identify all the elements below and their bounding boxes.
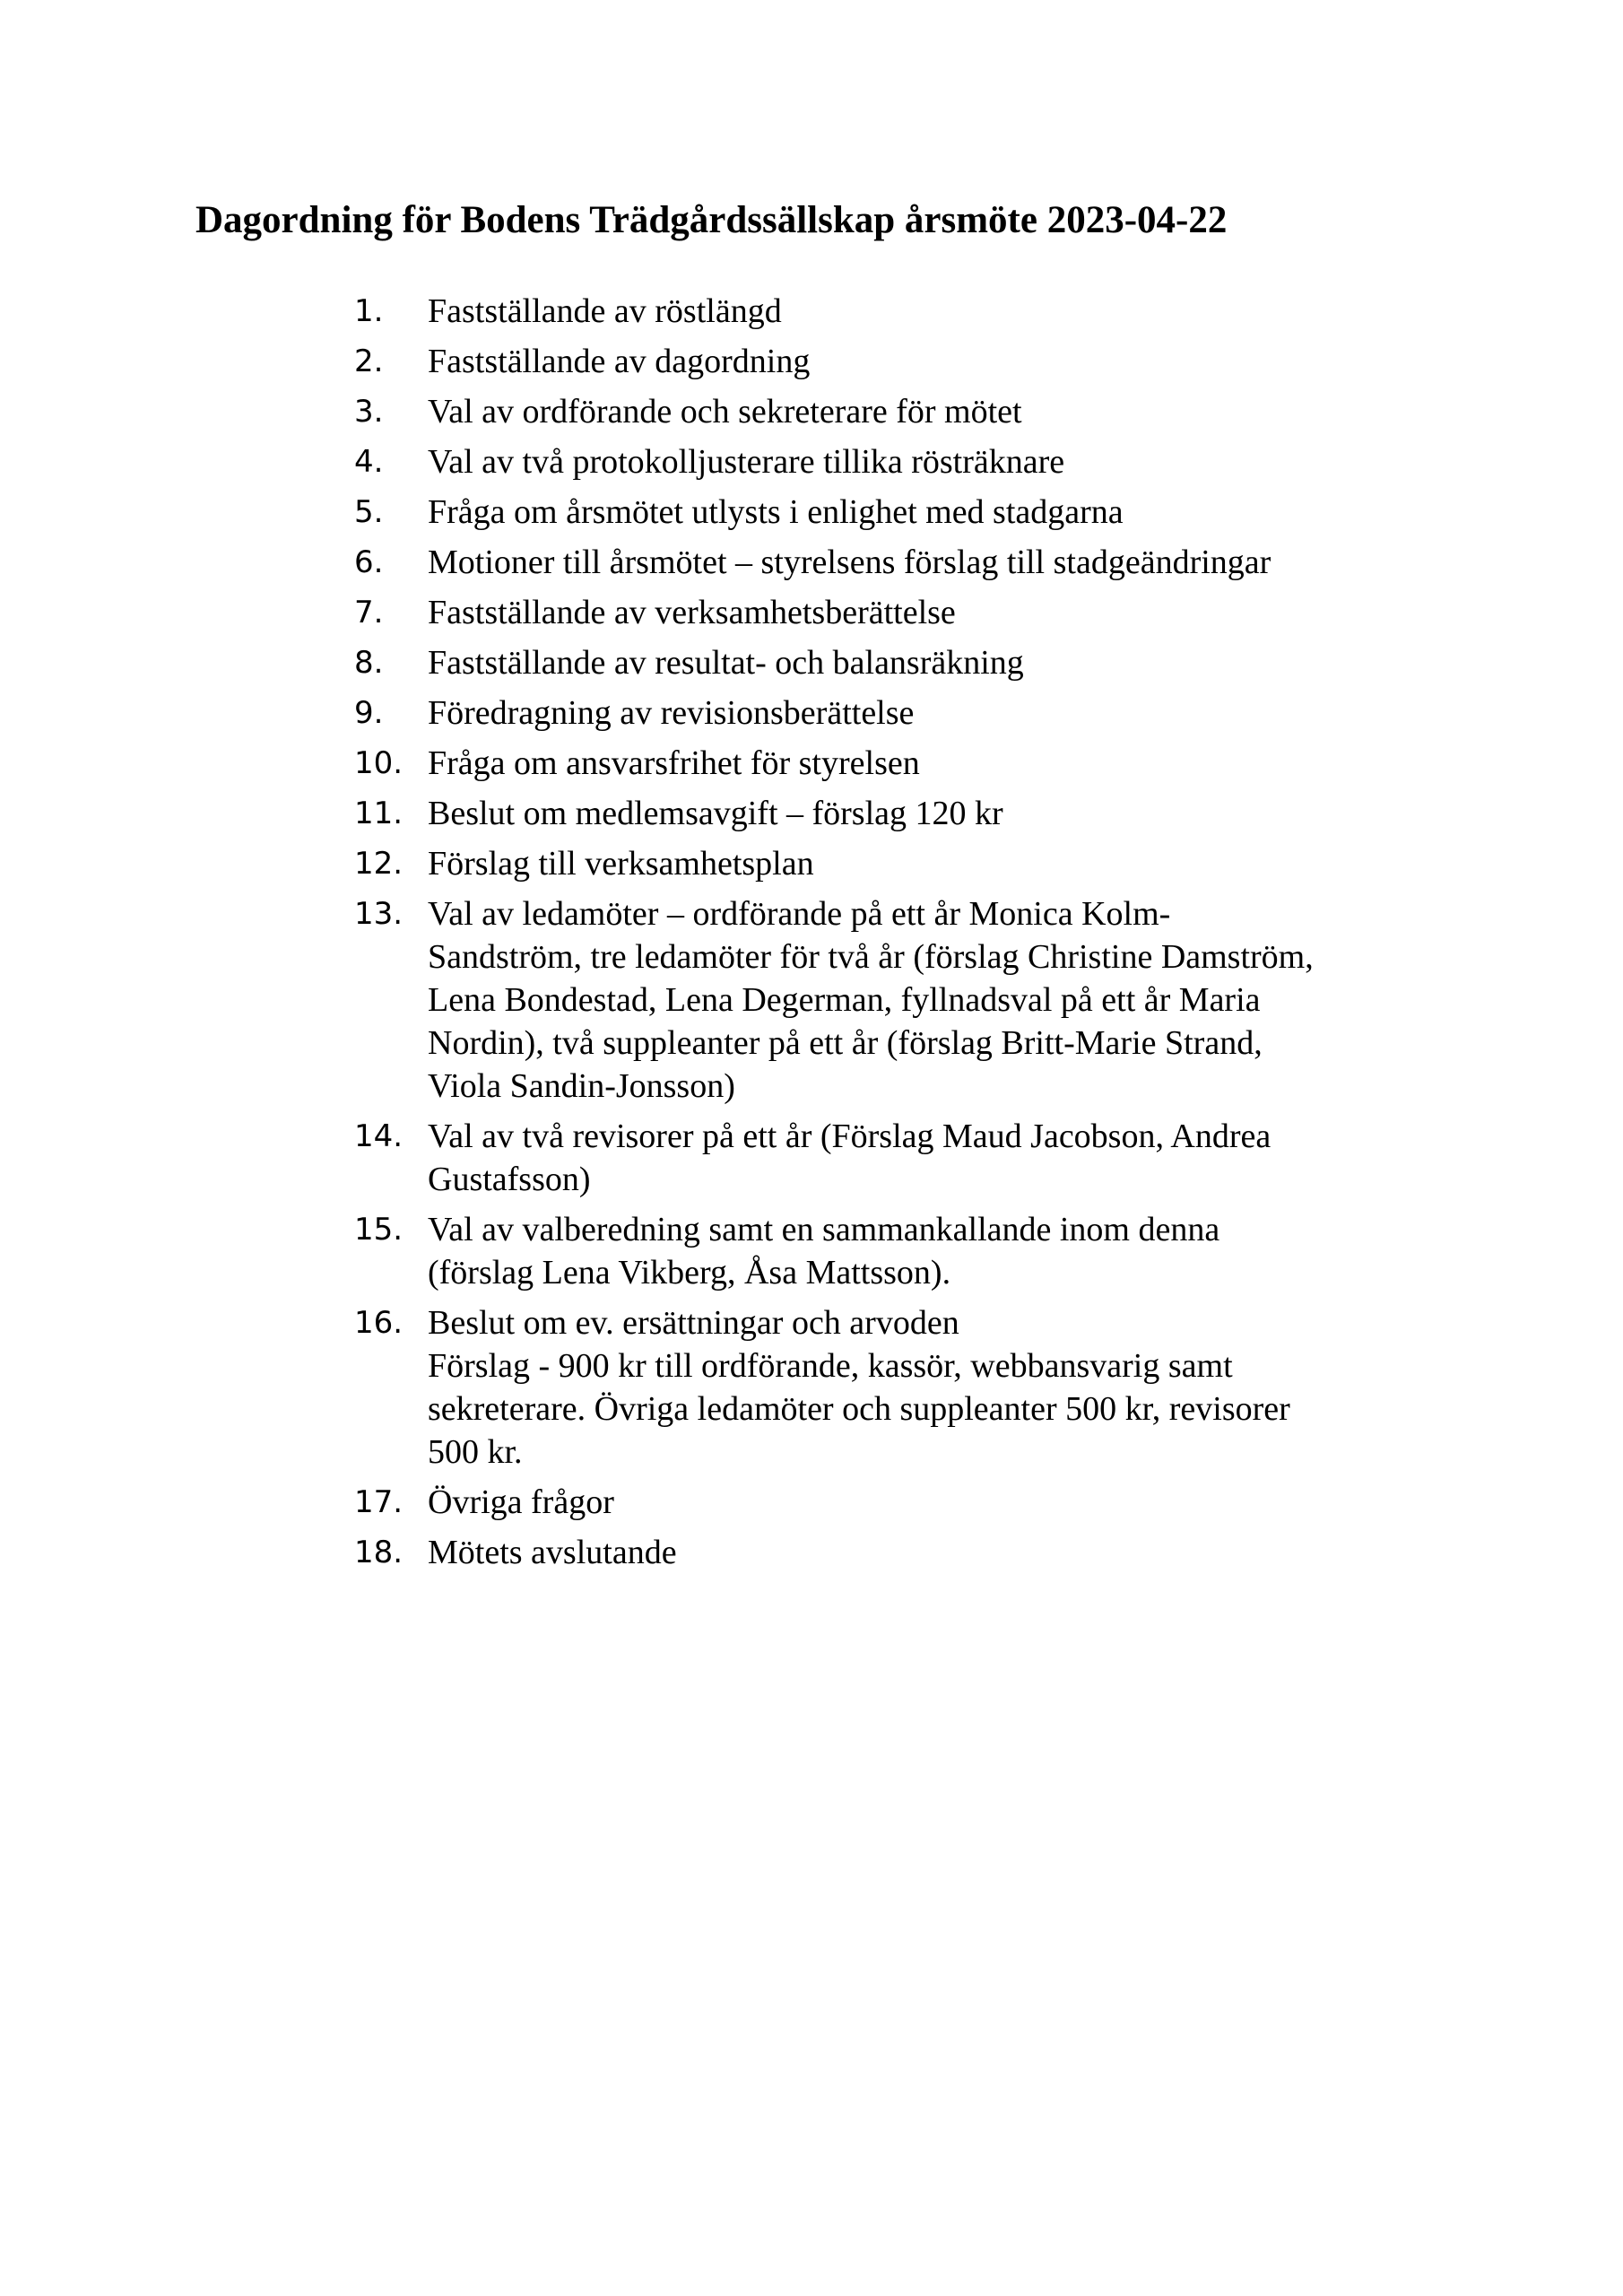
agenda-item (354, 491, 1466, 534)
agenda-item-line: Föredragning av revisionsberättelse (428, 694, 915, 732)
agenda-item-text (428, 591, 1466, 634)
agenda-item-text (428, 892, 1466, 1108)
agenda-item (354, 541, 1466, 584)
agenda-item (354, 1301, 1466, 1474)
agenda-item-line: Nordin), två suppleanter på ett år (förslag Britt-Marie Strand, (428, 1024, 1263, 1062)
agenda-item-text (428, 390, 1466, 433)
agenda-item (354, 1481, 1466, 1524)
agenda-item-line: Fastställande av resultat- och balansräkning (428, 644, 1024, 682)
agenda-item-text (428, 1208, 1466, 1294)
agenda-item-text (428, 842, 1466, 885)
agenda-item-line: Lena Bondestad, Lena Degerman, fyllnadsval på ett år Maria (428, 981, 1261, 1019)
agenda-item-line: (förslag Lena Vikberg, Åsa Mattsson). (428, 1254, 951, 1292)
agenda-item (354, 892, 1466, 1108)
agenda-item-number: 4. (354, 444, 384, 480)
agenda-item-line: Förslag till verksamhetsplan (428, 845, 814, 883)
agenda-item (354, 641, 1466, 684)
agenda-item-text (428, 1531, 1466, 1574)
agenda-item (354, 1531, 1466, 1574)
agenda-item (354, 792, 1466, 835)
agenda-item-number: 9. (354, 695, 384, 731)
agenda-item (354, 440, 1466, 483)
agenda-item-number: 17. (354, 1484, 404, 1520)
agenda-item-text (428, 290, 1466, 333)
agenda-item-text (428, 340, 1466, 383)
agenda-item-line: Val av två revisorer på ett år (Förslag Maud Jacobson, Andrea (428, 1118, 1271, 1155)
agenda-item-text (428, 691, 1466, 735)
agenda-list (354, 290, 1466, 1581)
agenda-item-line: 500 kr. (428, 1433, 523, 1471)
agenda-item-number: 16. (354, 1305, 404, 1341)
agenda-item-line: Gustafsson) (428, 1161, 591, 1198)
agenda-item-number: 8. (354, 645, 384, 681)
agenda-item (354, 340, 1466, 383)
agenda-item (354, 742, 1466, 785)
agenda-item-number: 5. (354, 494, 384, 530)
agenda-item-number: 1. (354, 293, 384, 329)
agenda-item-number: 6. (354, 544, 384, 580)
agenda-item-line: Val av valberedning samt en sammankallande inom denna (428, 1211, 1220, 1248)
agenda-item (354, 691, 1466, 735)
agenda-item-number: 12. (354, 846, 404, 882)
agenda-item-line: Val av ordförande och sekreterare för mötet (428, 393, 1022, 430)
agenda-item-line: Fråga om årsmötet utlysts i enlighet med stadgarna (428, 493, 1124, 531)
agenda-item (354, 842, 1466, 885)
agenda-item-line: Fastställande av verksamhetsberättelse (428, 594, 956, 631)
agenda-item-text (428, 541, 1466, 584)
agenda-item-text (428, 742, 1466, 785)
agenda-item-text (428, 491, 1466, 534)
agenda-item-line: Mötets avslutande (428, 1534, 677, 1571)
agenda-item-line: Val av två protokolljusterare tillika rösträknare (428, 443, 1065, 481)
agenda-item-line: Övriga frågor (428, 1483, 614, 1521)
agenda-item-line: Sandström, tre ledamöter för två år (förslag Christine Damström, (428, 938, 1314, 976)
agenda-item-number: 11. (354, 796, 404, 831)
agenda-item-text (428, 1301, 1466, 1474)
agenda-item-number: 14. (354, 1118, 404, 1154)
agenda-item-line: Viola Sandin-Jonsson) (428, 1067, 735, 1105)
agenda-item-line: Fastställande av röstlängd (428, 292, 782, 330)
agenda-item-text (428, 440, 1466, 483)
agenda-item-text (428, 641, 1466, 684)
agenda-item (354, 390, 1466, 433)
agenda-item-number: 18. (354, 1535, 404, 1570)
agenda-item-number: 13. (354, 896, 404, 932)
agenda-item-number: 7. (354, 595, 384, 631)
agenda-item-number: 3. (354, 394, 384, 430)
agenda-item (354, 290, 1466, 333)
page-title: Dagordning för Bodens Trädgårdssällskap årsmöte 2023-04-22 (195, 199, 1228, 241)
agenda-item (354, 1115, 1466, 1201)
agenda-item-line: Beslut om medlemsavgift – förslag 120 kr (428, 795, 1003, 832)
agenda-item-number: 2. (354, 344, 384, 379)
agenda-item-number: 15. (354, 1212, 404, 1248)
agenda-item (354, 591, 1466, 634)
agenda-item-line: Fråga om ansvarsfrihet för styrelsen (428, 744, 920, 782)
agenda-item-line: Beslut om ev. ersättningar och arvoden (428, 1304, 959, 1342)
agenda-item-text (428, 792, 1466, 835)
agenda-item-number: 10. (354, 745, 404, 781)
agenda-item-text (428, 1481, 1466, 1524)
agenda-item (354, 1208, 1466, 1294)
agenda-item-line: Förslag - 900 kr till ordförande, kassör, webbansvarig samt (428, 1347, 1233, 1385)
agenda-item-line: Motioner till årsmötet – styrelsens förslag till stadgeändringar (428, 544, 1271, 581)
agenda-item-text (428, 1115, 1466, 1201)
agenda-item-line: Fastställande av dagordning (428, 343, 811, 380)
agenda-item-line: sekreterare. Övriga ledamöter och suppleanter 500 kr, revisorer (428, 1390, 1290, 1428)
agenda-item-line: Val av ledamöter – ordförande på ett år Monica Kolm- (428, 895, 1171, 933)
